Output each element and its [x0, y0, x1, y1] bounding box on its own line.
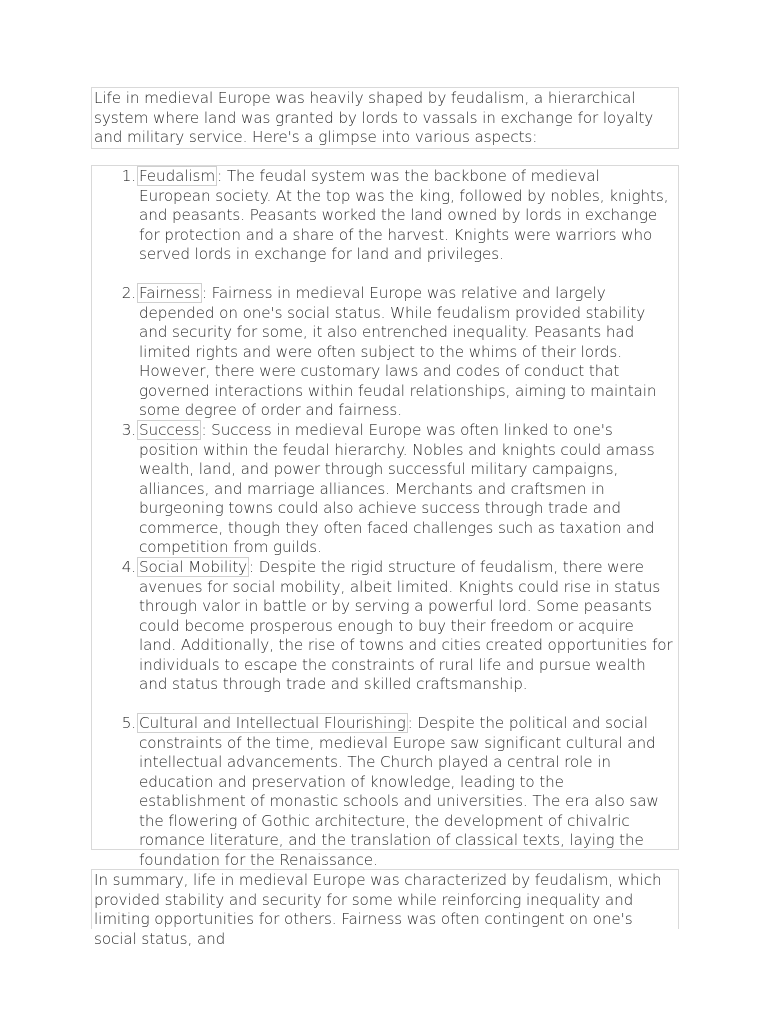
list-item-body — [139, 167, 675, 265]
summary-paragraph: In summary, life in medieval Europe was characterized by feudalism, which provided stability and security for some while reinforcing inequality and limiting opportunities for others. Fairness was often contingent on one's social status, and — [91, 869, 679, 929]
list-item-text: : Fairness in medieval Europe was relative and largely depended on one's social status. While feudalism provided stability and security for some, it also entrenched inequality. Peasants had limited rights and were often subject to the whims of their lords. However, there were customary laws and codes of conduct that governed interactions within feudal relationships, aiming to maintain some degree of order and fairness. — [139, 284, 657, 419]
list-item-text: : Despite the rigid structure of feudalism, there were avenues for social mobility, albeit limited. Knights could rise in status through valor in battle or by serving a powerful lord. Some peasants could become prosperous enough to buy their freedom or acquire land. Additionally, the rise of towns and cities created opportunities for individuals to escape the constraints of rural life and pursue wealth and status through trade and skilled craftsmanship. — [139, 558, 673, 693]
list-item-body — [139, 284, 675, 421]
list-item-body — [139, 558, 675, 695]
list-item-number: 1. — [121, 167, 136, 185]
term-social-mobility: Social Mobility — [139, 558, 247, 576]
term-cultural-intellectual-flourishing: Cultural and Intellectual Flourishing — [139, 714, 406, 732]
list-item-text: : Despite the political and social constraints of the time, medieval Europe saw significant cultural and intellectual advancements. The Church played a central role in education and preservation of knowledge, leading to the establishment of monastic schools and universities. The era also saw the flowering of Gothic architecture, the development of chivalric romance literature, and the translation of classical texts, laying the foundation for the Renaissance. — [139, 714, 659, 869]
list-item-number: 5. — [121, 714, 136, 732]
list-item-text: : Success in medieval Europe was often linked to one's position within the feudal hierarchy. Nobles and knights could amass wealth, land, and power through successful military campaigns, alliances, and marriage alliances. Merchants and craftsmen in burgeoning towns could also achieve success through trade and commerce, though they often faced challenges such as taxation and competition from guilds. — [139, 421, 655, 556]
list-item-number: 4. — [121, 558, 136, 576]
list-item-number: 3. — [121, 421, 136, 439]
list-item-text: : The feudal system was the backbone of medieval European society. At the top was the king, followed by nobles, knights, and peasants. Peasants worked the land owned by lords in exchange for protection and a share of the harvest. Knights were warriors who served lords in exchange for land and privileges. — [139, 167, 669, 263]
term-feudalism: Feudalism — [139, 167, 216, 185]
intro-paragraph: Life in medieval Europe was heavily shaped by feudalism, a hierarchical system where land was granted by lords to vassals in exchange for loyalty and military service. Here's a glimpse into various aspects: — [91, 87, 679, 149]
term-success: Success — [139, 421, 200, 439]
list-item-body — [139, 421, 675, 558]
term-fairness: Fairness — [139, 284, 200, 302]
aspects-list-box — [91, 165, 679, 869]
list-item-body — [139, 714, 675, 870]
list-item-number: 2. — [121, 284, 136, 302]
